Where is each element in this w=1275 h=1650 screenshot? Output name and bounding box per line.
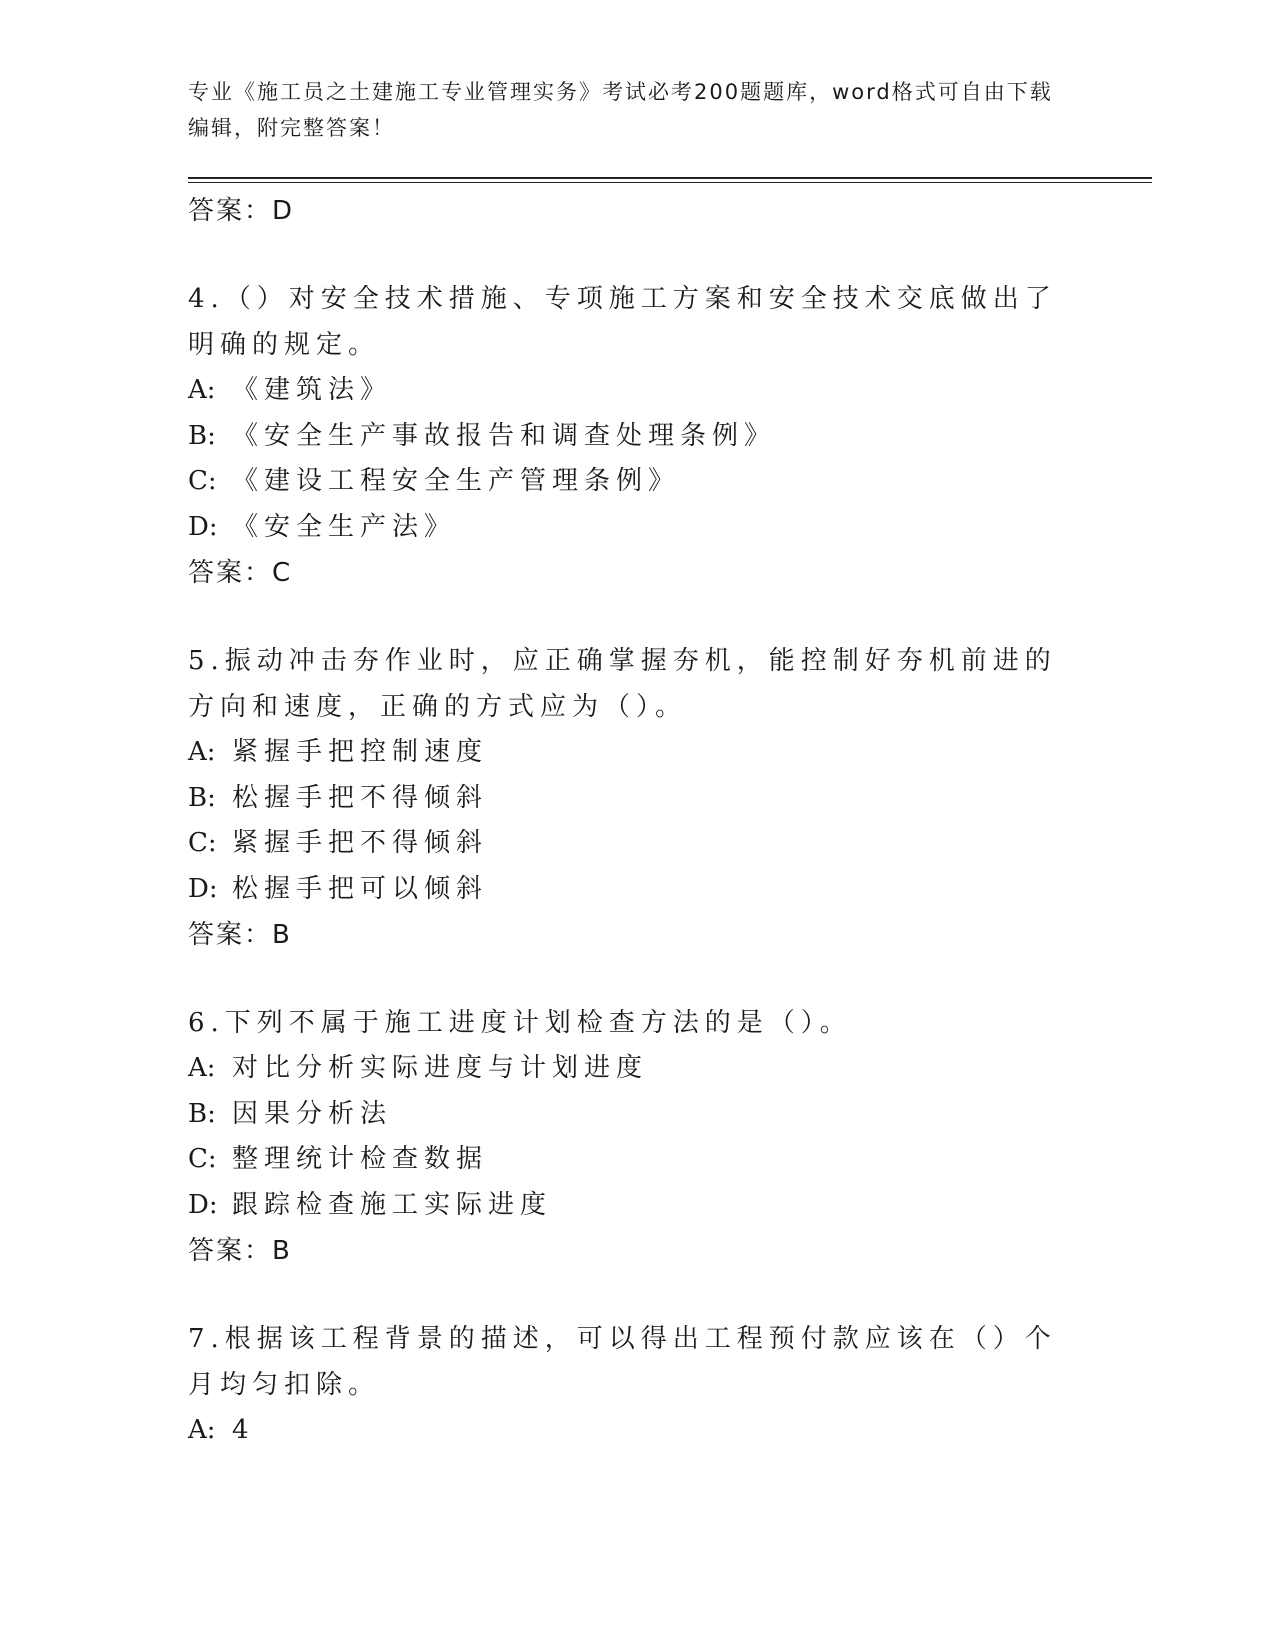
- question-5: [188, 638, 1068, 958]
- option-letter: B:: [188, 1098, 216, 1129]
- option-text: 《安全生产法》: [232, 511, 457, 542]
- option-text: 跟踪检查施工实际进度: [232, 1189, 553, 1220]
- option-text: 《建设工程安全生产管理条例》: [232, 466, 681, 496]
- question-stem: 6.下列不属于施工进度计划检查方法的是（）。: [188, 1008, 852, 1038]
- answer: 答案：C: [188, 558, 293, 588]
- option-letter: A:: [188, 1053, 216, 1083]
- option-c: [188, 1137, 1068, 1183]
- option-text: 整理统计检查数据: [232, 1144, 489, 1174]
- option-a: [188, 730, 1068, 776]
- header-divider-thin: [188, 182, 1152, 183]
- option-text: 《建筑法》: [232, 375, 393, 405]
- option-b: [188, 776, 1068, 822]
- option-b: [188, 1092, 1068, 1138]
- option-text: 松握手把不得倾斜: [232, 782, 489, 813]
- option-letter: A:: [188, 737, 216, 767]
- answer: 答案：B: [188, 1236, 292, 1266]
- option-letter: A:: [188, 375, 216, 405]
- option-text: 对比分析实际进度与计划进度: [232, 1053, 649, 1083]
- answer-previous: 答案：D: [188, 196, 295, 226]
- option-text: 因果分析法: [232, 1098, 393, 1129]
- option-letter: C:: [188, 466, 217, 496]
- option-d: [188, 505, 1068, 551]
- option-d: [188, 867, 1068, 913]
- question-stem: 7.根据该工程背景的描述，可以得出工程预付款应该在（）个月均匀扣除。: [188, 1324, 1057, 1400]
- question-6: [188, 1000, 1068, 1274]
- option-letter: C:: [188, 1144, 217, 1174]
- option-c: [188, 821, 1068, 867]
- option-letter: B:: [188, 782, 216, 813]
- option-letter: C:: [188, 828, 217, 858]
- question-stem: 4.（）对安全技术措施、专项施工方案和安全技术交底做出了明确的规定。: [188, 284, 1057, 360]
- option-letter: B:: [188, 420, 216, 451]
- document-header: 专业《施工员之土建施工专业管理实务》考试必考200题题库，word格式可自由下载编辑，附完整答案！: [188, 80, 1053, 140]
- option-text: 紧握手把不得倾斜: [232, 828, 489, 858]
- option-text: 松握手把可以倾斜: [232, 873, 489, 904]
- option-a: [188, 368, 1068, 414]
- question-stem: 5.振动冲击夯作业时，应正确掌握夯机，能控制好夯机前进的方向和速度，正确的方式应为（）。: [188, 646, 1057, 722]
- option-letter: D:: [188, 873, 218, 904]
- question-7: [188, 1316, 1068, 1454]
- answer: 答案：B: [188, 920, 292, 950]
- option-text: 《安全生产事故报告和调查处理条例》: [232, 420, 777, 451]
- option-c: [188, 459, 1068, 505]
- question-4: [188, 276, 1068, 596]
- option-a: [188, 1046, 1068, 1092]
- option-text: 4: [232, 1415, 255, 1445]
- option-d: [188, 1183, 1068, 1229]
- question-list: [188, 188, 1068, 1454]
- option-letter: A:: [188, 1415, 216, 1445]
- option-letter: D:: [188, 1189, 218, 1220]
- header-divider-thick: [188, 177, 1152, 179]
- option-a: [188, 1408, 1068, 1454]
- option-text: 紧握手把控制速度: [232, 737, 489, 767]
- option-b: [188, 414, 1068, 460]
- option-letter: D:: [188, 511, 218, 542]
